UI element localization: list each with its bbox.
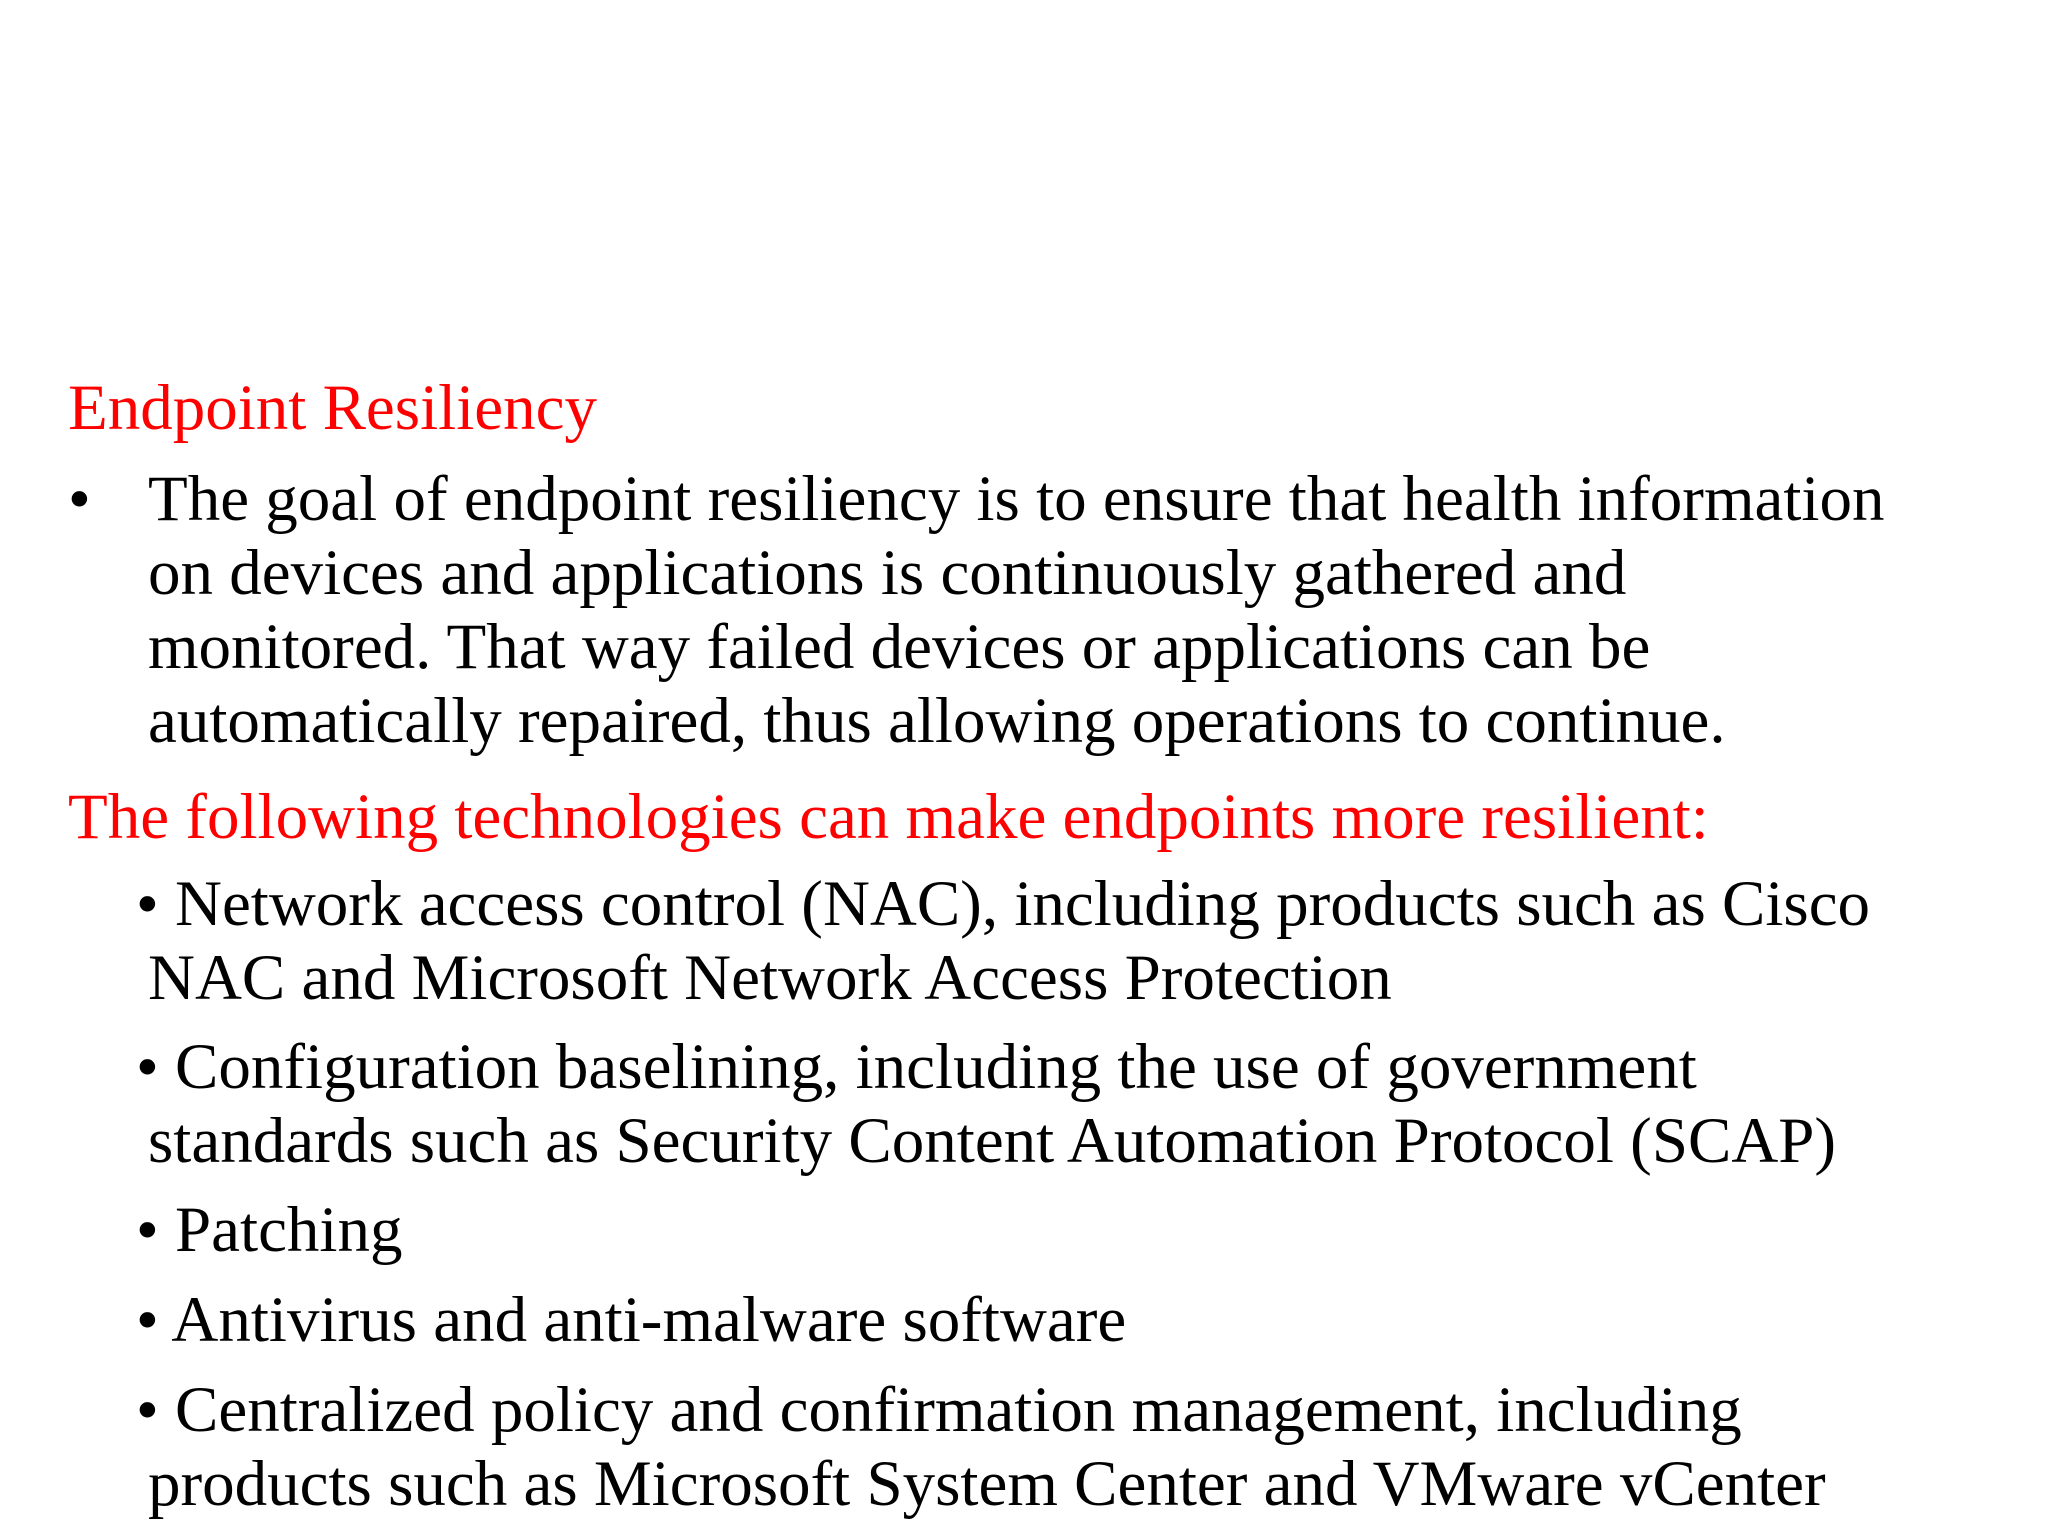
technology-item-baselining bbox=[136, 1030, 1836, 1178]
item-line: • Antivirus and anti-malware software bbox=[136, 1284, 1127, 1356]
item-line: • Centralized policy and confirmation management, including bbox=[136, 1374, 1742, 1446]
bullet-line: monitored. That way failed devices or applications can be bbox=[148, 611, 1651, 683]
item-line: • Patching bbox=[136, 1194, 403, 1266]
technology-item-antivirus bbox=[136, 1283, 1126, 1357]
technology-item-centralized-policy bbox=[136, 1373, 1826, 1521]
technology-item-patching bbox=[136, 1193, 402, 1267]
item-line: standards such as Security Content Automation Protocol (SCAP) bbox=[148, 1105, 1837, 1177]
bullet-marker: • bbox=[68, 463, 91, 535]
bullet-line: automatically repaired, thus allowing operations to continue. bbox=[148, 685, 1726, 757]
bullet-line: on devices and applications is continuously gathered and bbox=[148, 537, 1627, 609]
item-line: NAC and Microsoft Network Access Protection bbox=[148, 942, 1392, 1014]
technologies-subheading: The following technologies can make endpoints more resilient: bbox=[68, 781, 1709, 853]
slide-heading: Endpoint Resiliency bbox=[68, 372, 597, 444]
technology-item-nac bbox=[136, 867, 1870, 1015]
item-line: • Network access control (NAC), including products such as Cisco bbox=[136, 868, 1871, 940]
item-line: • Configuration baselining, including the use of government bbox=[136, 1031, 1697, 1103]
bullet-line: The goal of endpoint resiliency is to ensure that health information bbox=[148, 463, 1885, 535]
bullet-text bbox=[148, 462, 1884, 758]
item-line: products such as Microsoft System Center and VMware vCenter bbox=[148, 1448, 1826, 1520]
